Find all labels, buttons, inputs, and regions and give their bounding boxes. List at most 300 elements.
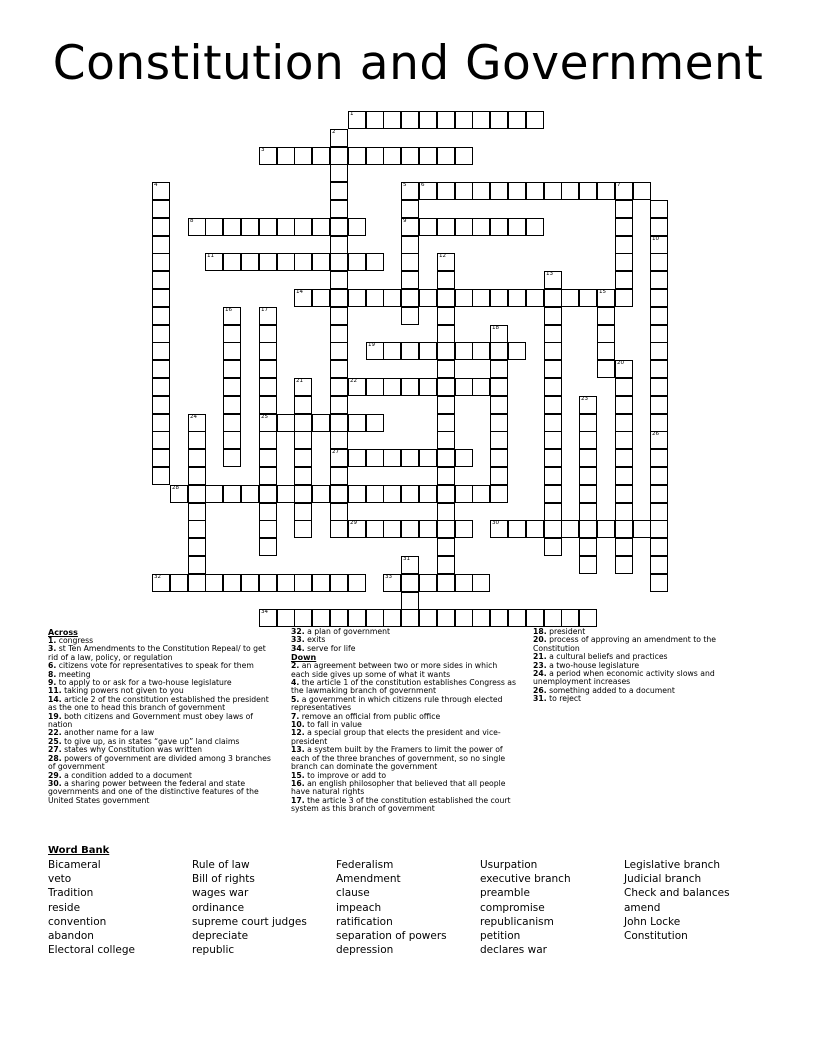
grid-cell[interactable] [366,609,384,627]
grid-cell[interactable] [401,609,419,627]
grid-cell[interactable] [544,325,562,343]
grid-cell[interactable] [544,396,562,414]
grid-cell[interactable] [508,520,526,538]
grid-cell[interactable] [330,147,348,165]
grid-cell[interactable] [615,431,633,449]
grid-cell[interactable] [437,574,455,592]
grid-cell[interactable] [544,503,562,521]
grid-cell[interactable] [419,111,437,129]
grid-cell[interactable] [294,218,312,236]
grid-cell[interactable] [152,289,170,307]
grid-cell[interactable] [650,574,668,592]
grid-cell[interactable] [419,289,437,307]
grid-cell[interactable] [366,449,384,467]
grid-cell[interactable] [348,520,366,538]
grid-cell[interactable] [330,271,348,289]
grid-cell[interactable] [152,378,170,396]
grid-cell[interactable] [579,182,597,200]
grid-cell[interactable] [544,182,562,200]
grid-cell[interactable] [330,253,348,271]
grid-cell[interactable] [579,449,597,467]
grid-cell[interactable] [437,503,455,521]
grid-cell[interactable] [401,147,419,165]
grid-cell[interactable] [579,609,597,627]
grid-cell[interactable] [544,467,562,485]
grid-cell[interactable] [437,449,455,467]
grid-cell[interactable] [437,378,455,396]
grid-cell[interactable] [437,111,455,129]
grid-cell[interactable] [597,289,615,307]
grid-cell[interactable] [472,378,490,396]
grid-cell[interactable] [152,182,170,200]
grid-cell[interactable] [455,378,473,396]
grid-cell[interactable] [455,609,473,627]
grid-cell[interactable] [650,449,668,467]
grid-cell[interactable] [508,218,526,236]
grid-cell[interactable] [330,378,348,396]
grid-cell[interactable] [490,431,508,449]
grid-cell[interactable] [526,609,544,627]
grid-cell[interactable] [188,218,206,236]
grid-cell[interactable] [348,218,366,236]
grid-cell[interactable] [650,503,668,521]
grid-cell[interactable] [579,520,597,538]
grid-cell[interactable] [383,111,401,129]
grid-cell[interactable] [508,182,526,200]
grid-cell[interactable] [205,485,223,503]
grid-cell[interactable] [188,556,206,574]
grid-cell[interactable] [650,218,668,236]
grid-cell[interactable] [294,467,312,485]
grid-cell[interactable] [561,182,579,200]
grid-cell[interactable] [259,538,277,556]
grid-cell[interactable] [597,325,615,343]
grid-cell[interactable] [348,289,366,307]
grid-cell[interactable] [615,253,633,271]
grid-cell[interactable] [205,253,223,271]
grid-cell[interactable] [205,574,223,592]
grid-cell[interactable] [366,520,384,538]
grid-cell[interactable] [615,485,633,503]
grid-cell[interactable] [650,342,668,360]
grid-cell[interactable] [312,253,330,271]
grid-cell[interactable] [259,218,277,236]
grid-cell[interactable] [366,485,384,503]
grid-cell[interactable] [277,609,295,627]
grid-cell[interactable] [348,414,366,432]
grid-cell[interactable] [490,396,508,414]
grid-cell[interactable] [615,200,633,218]
grid-cell[interactable] [383,485,401,503]
grid-cell[interactable] [615,520,633,538]
grid-cell[interactable] [294,609,312,627]
grid-cell[interactable] [330,164,348,182]
grid-cell[interactable] [294,574,312,592]
grid-cell[interactable] [437,431,455,449]
grid-cell[interactable] [508,342,526,360]
grid-cell[interactable] [330,129,348,147]
grid-cell[interactable] [259,396,277,414]
grid-cell[interactable] [223,414,241,432]
grid-cell[interactable] [223,360,241,378]
grid-cell[interactable] [490,325,508,343]
grid-cell[interactable] [437,609,455,627]
grid-cell[interactable] [579,538,597,556]
grid-cell[interactable] [277,147,295,165]
grid-cell[interactable] [152,414,170,432]
grid-cell[interactable] [294,253,312,271]
grid-cell[interactable] [615,271,633,289]
grid-cell[interactable] [615,414,633,432]
grid-cell[interactable] [419,609,437,627]
grid-cell[interactable] [348,449,366,467]
grid-cell[interactable] [472,574,490,592]
grid-cell[interactable] [455,342,473,360]
grid-cell[interactable] [152,431,170,449]
grid-cell[interactable] [188,538,206,556]
grid-cell[interactable] [455,289,473,307]
grid-cell[interactable] [561,520,579,538]
grid-cell[interactable] [526,218,544,236]
grid-cell[interactable] [579,414,597,432]
grid-cell[interactable] [544,609,562,627]
grid-cell[interactable] [490,520,508,538]
grid-cell[interactable] [615,236,633,254]
grid-cell[interactable] [490,609,508,627]
grid-cell[interactable] [152,574,170,592]
grid-cell[interactable] [330,236,348,254]
grid-cell[interactable] [312,609,330,627]
grid-cell[interactable] [455,111,473,129]
grid-cell[interactable] [579,431,597,449]
grid-cell[interactable] [437,271,455,289]
grid-cell[interactable] [366,147,384,165]
grid-cell[interactable] [366,414,384,432]
grid-cell[interactable] [223,449,241,467]
grid-cell[interactable] [383,449,401,467]
grid-cell[interactable] [437,485,455,503]
grid-cell[interactable] [650,467,668,485]
grid-cell[interactable] [259,520,277,538]
grid-cell[interactable] [312,414,330,432]
grid-cell[interactable] [419,485,437,503]
grid-cell[interactable] [437,182,455,200]
grid-cell[interactable] [223,378,241,396]
grid-cell[interactable] [223,218,241,236]
grid-cell[interactable] [223,342,241,360]
grid-cell[interactable] [455,218,473,236]
grid-cell[interactable] [579,485,597,503]
grid-cell[interactable] [650,360,668,378]
grid-cell[interactable] [437,396,455,414]
grid-cell[interactable] [330,325,348,343]
grid-cell[interactable] [312,289,330,307]
grid-cell[interactable] [650,431,668,449]
grid-cell[interactable] [419,218,437,236]
grid-cell[interactable] [259,609,277,627]
grid-cell[interactable] [401,556,419,574]
grid-cell[interactable] [508,609,526,627]
grid-cell[interactable] [241,485,259,503]
grid-cell[interactable] [366,289,384,307]
grid-cell[interactable] [437,342,455,360]
grid-cell[interactable] [223,325,241,343]
grid-cell[interactable] [544,431,562,449]
grid-cell[interactable] [472,111,490,129]
grid-cell[interactable] [330,289,348,307]
grid-cell[interactable] [294,289,312,307]
grid-cell[interactable] [597,342,615,360]
grid-cell[interactable] [383,378,401,396]
grid-cell[interactable] [615,449,633,467]
grid-cell[interactable] [597,520,615,538]
grid-cell[interactable] [561,289,579,307]
grid-cell[interactable] [437,467,455,485]
grid-cell[interactable] [650,414,668,432]
grid-cell[interactable] [366,342,384,360]
grid-cell[interactable] [366,111,384,129]
grid-cell[interactable] [437,307,455,325]
grid-cell[interactable] [437,253,455,271]
grid-cell[interactable] [544,289,562,307]
grid-cell[interactable] [490,467,508,485]
grid-cell[interactable] [259,431,277,449]
grid-cell[interactable] [526,289,544,307]
grid-cell[interactable] [188,414,206,432]
grid-cell[interactable] [223,485,241,503]
grid-cell[interactable] [348,147,366,165]
grid-cell[interactable] [348,609,366,627]
grid-cell[interactable] [330,342,348,360]
grid-cell[interactable] [597,182,615,200]
grid-cell[interactable] [188,467,206,485]
grid-cell[interactable] [366,253,384,271]
grid-cell[interactable] [330,449,348,467]
grid-cell[interactable] [437,556,455,574]
grid-cell[interactable] [633,520,651,538]
grid-cell[interactable] [455,520,473,538]
grid-cell[interactable] [490,378,508,396]
grid-cell[interactable] [312,218,330,236]
grid-cell[interactable] [401,520,419,538]
grid-cell[interactable] [490,218,508,236]
grid-cell[interactable] [544,307,562,325]
grid-cell[interactable] [401,449,419,467]
grid-cell[interactable] [277,414,295,432]
grid-cell[interactable] [383,342,401,360]
grid-cell[interactable] [650,325,668,343]
grid-cell[interactable] [330,609,348,627]
grid-cell[interactable] [579,289,597,307]
grid-cell[interactable] [205,218,223,236]
grid-cell[interactable] [241,253,259,271]
grid-cell[interactable] [526,520,544,538]
grid-cell[interactable] [401,485,419,503]
grid-cell[interactable] [277,218,295,236]
grid-cell[interactable] [579,556,597,574]
grid-cell[interactable] [437,325,455,343]
grid-cell[interactable] [401,253,419,271]
grid-cell[interactable] [401,307,419,325]
grid-cell[interactable] [170,485,188,503]
grid-cell[interactable] [615,182,633,200]
grid-cell[interactable] [330,200,348,218]
grid-cell[interactable] [526,111,544,129]
grid-cell[interactable] [152,342,170,360]
grid-cell[interactable] [455,147,473,165]
grid-cell[interactable] [294,449,312,467]
grid-cell[interactable] [633,182,651,200]
grid-cell[interactable] [401,378,419,396]
grid-cell[interactable] [490,289,508,307]
grid-cell[interactable] [419,574,437,592]
grid-cell[interactable] [241,574,259,592]
grid-cell[interactable] [188,449,206,467]
grid-cell[interactable] [650,236,668,254]
grid-cell[interactable] [544,485,562,503]
grid-cell[interactable] [650,485,668,503]
grid-cell[interactable] [152,253,170,271]
grid-cell[interactable] [259,467,277,485]
grid-cell[interactable] [188,485,206,503]
grid-cell[interactable] [294,503,312,521]
grid-cell[interactable] [383,147,401,165]
grid-cell[interactable] [508,289,526,307]
grid-cell[interactable] [312,574,330,592]
grid-cell[interactable] [579,467,597,485]
grid-cell[interactable] [437,289,455,307]
grid-cell[interactable] [579,503,597,521]
grid-cell[interactable] [401,218,419,236]
grid-cell[interactable] [561,609,579,627]
grid-cell[interactable] [615,289,633,307]
grid-cell[interactable] [294,396,312,414]
grid-cell[interactable] [544,342,562,360]
grid-cell[interactable] [330,182,348,200]
grid-cell[interactable] [650,556,668,574]
grid-cell[interactable] [259,574,277,592]
grid-cell[interactable] [650,253,668,271]
grid-cell[interactable] [455,574,473,592]
grid-cell[interactable] [348,485,366,503]
grid-cell[interactable] [472,182,490,200]
grid-cell[interactable] [330,467,348,485]
grid-cell[interactable] [241,218,259,236]
grid-cell[interactable] [401,592,419,610]
grid-cell[interactable] [508,111,526,129]
grid-cell[interactable] [294,431,312,449]
grid-cell[interactable] [152,236,170,254]
grid-cell[interactable] [294,147,312,165]
grid-cell[interactable] [615,378,633,396]
grid-cell[interactable] [472,289,490,307]
grid-cell[interactable] [383,289,401,307]
grid-cell[interactable] [615,538,633,556]
grid-cell[interactable] [188,520,206,538]
grid-cell[interactable] [419,147,437,165]
grid-cell[interactable] [401,574,419,592]
grid-cell[interactable] [294,485,312,503]
grid-cell[interactable] [455,449,473,467]
grid-cell[interactable] [437,520,455,538]
grid-cell[interactable] [294,414,312,432]
grid-cell[interactable] [223,253,241,271]
grid-cell[interactable] [259,325,277,343]
grid-cell[interactable] [490,449,508,467]
grid-cell[interactable] [597,307,615,325]
grid-cell[interactable] [294,520,312,538]
grid-cell[interactable] [259,414,277,432]
grid-cell[interactable] [544,538,562,556]
grid-cell[interactable] [455,182,473,200]
grid-cell[interactable] [259,378,277,396]
grid-cell[interactable] [188,431,206,449]
grid-cell[interactable] [650,538,668,556]
grid-cell[interactable] [348,111,366,129]
grid-cell[interactable] [330,396,348,414]
grid-cell[interactable] [312,147,330,165]
grid-cell[interactable] [152,271,170,289]
grid-cell[interactable] [383,609,401,627]
grid-cell[interactable] [419,182,437,200]
grid-cell[interactable] [259,449,277,467]
grid-cell[interactable] [348,378,366,396]
grid-cell[interactable] [401,111,419,129]
grid-cell[interactable] [437,360,455,378]
grid-cell[interactable] [472,218,490,236]
grid-cell[interactable] [152,360,170,378]
grid-cell[interactable] [650,271,668,289]
grid-cell[interactable] [188,503,206,521]
grid-cell[interactable] [152,325,170,343]
grid-cell[interactable] [579,396,597,414]
grid-cell[interactable] [490,485,508,503]
grid-cell[interactable] [650,378,668,396]
grid-cell[interactable] [615,556,633,574]
grid-cell[interactable] [472,342,490,360]
grid-cell[interactable] [615,360,633,378]
grid-cell[interactable] [490,182,508,200]
grid-cell[interactable] [152,449,170,467]
grid-cell[interactable] [170,574,188,592]
grid-cell[interactable] [650,200,668,218]
grid-cell[interactable] [277,574,295,592]
grid-cell[interactable] [472,609,490,627]
grid-cell[interactable] [615,467,633,485]
grid-cell[interactable] [152,467,170,485]
grid-cell[interactable] [544,449,562,467]
grid-cell[interactable] [437,538,455,556]
grid-cell[interactable] [544,414,562,432]
grid-cell[interactable] [152,218,170,236]
grid-cell[interactable] [401,271,419,289]
grid-cell[interactable] [650,289,668,307]
grid-cell[interactable] [259,342,277,360]
grid-cell[interactable] [544,360,562,378]
grid-cell[interactable] [188,574,206,592]
grid-cell[interactable] [294,378,312,396]
grid-cell[interactable] [277,485,295,503]
grid-cell[interactable] [348,574,366,592]
grid-cell[interactable] [223,574,241,592]
grid-cell[interactable] [597,360,615,378]
grid-cell[interactable] [330,431,348,449]
grid-cell[interactable] [650,520,668,538]
grid-cell[interactable] [330,574,348,592]
grid-cell[interactable] [544,378,562,396]
grid-cell[interactable] [437,414,455,432]
grid-cell[interactable] [455,485,473,503]
